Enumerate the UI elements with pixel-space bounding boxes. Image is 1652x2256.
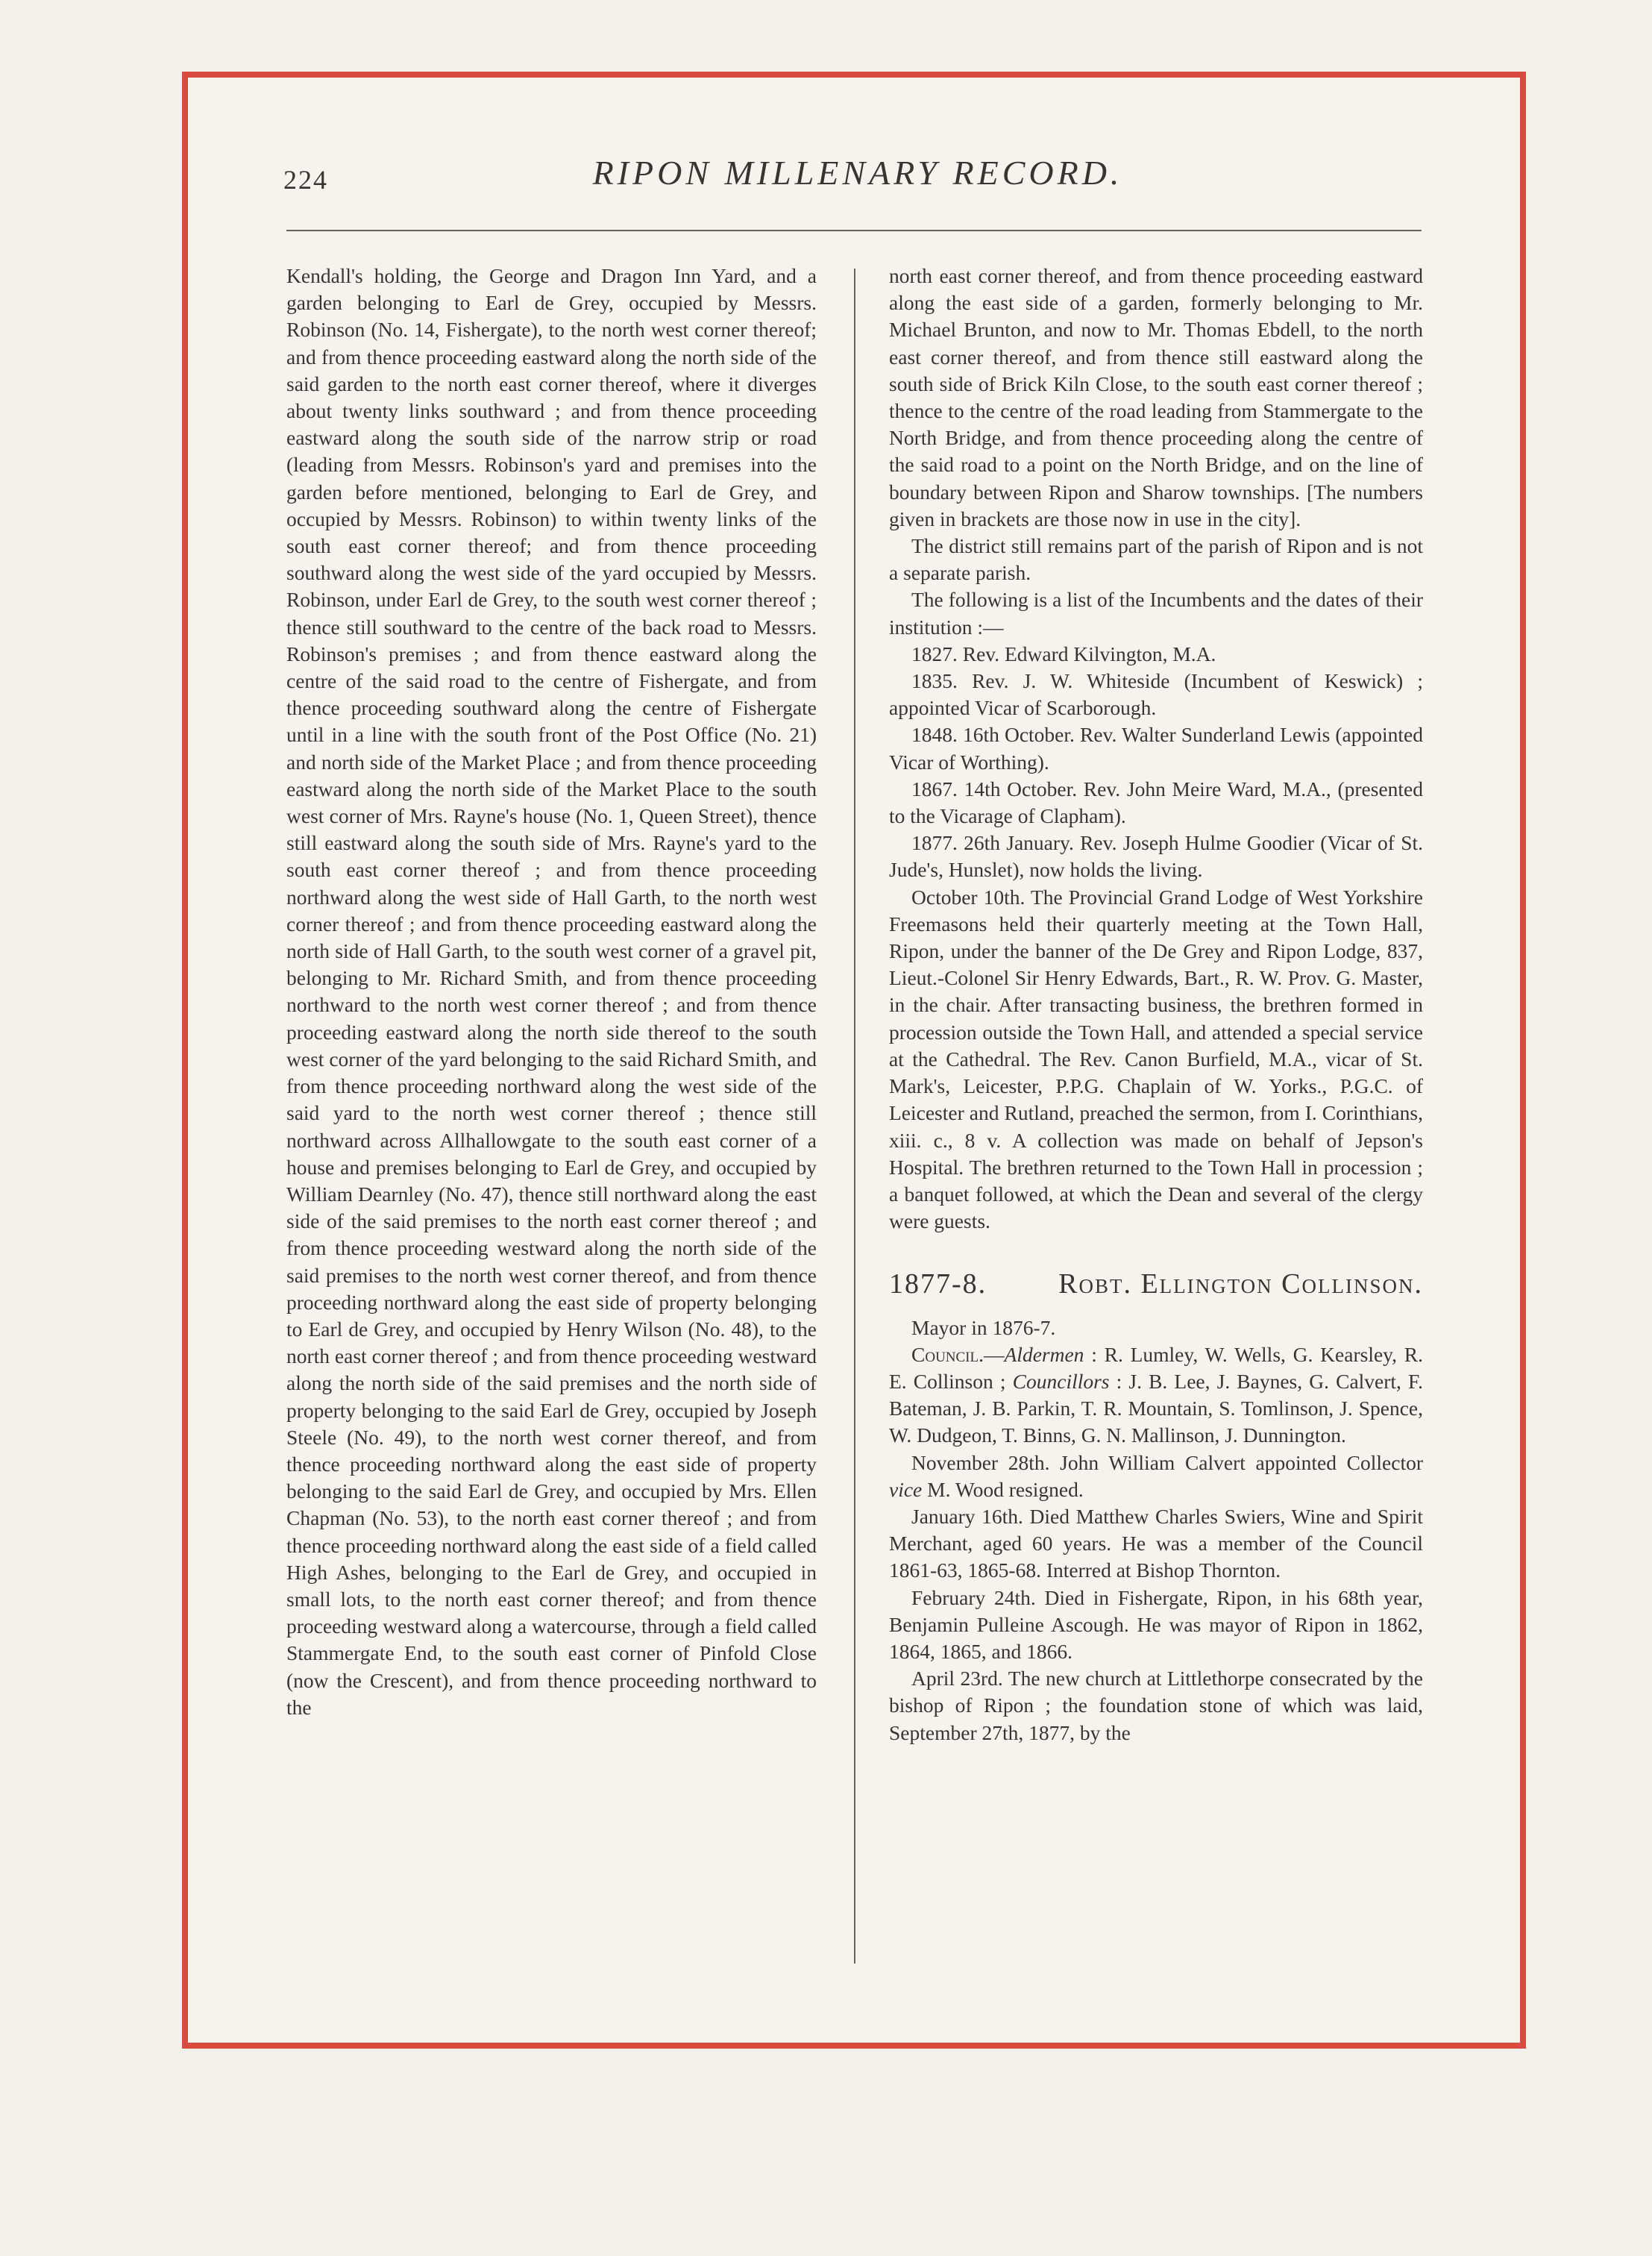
aldermen-names: : R. Lumley, W. Wells, G. Kearsley, R. E. Collinson ; bbox=[889, 1342, 1423, 1393]
left-column bbox=[286, 263, 817, 1721]
paragraph-freemasons: October 10th. The Provincial Grand Lodge of West Yorkshire Freemasons held their quarterly meeting at the Town Hall, Ripon, under the banner of the De Grey and Ripon Lodge, 837, Lieut.-Colonel Sir Henry Edwards, Bart., R. W. Prov. G. Master, in the chair. After transacting business, the brethren formed in procession outside the Town Hall, and attended a special service at the Cathedral. The Rev. Canon Burfield, M.A., vicar of St. Mark's, Leicester, P.P.G. Chaplain of W. Yorks., P.G.C. of Leicester and Rutland, preached the sermon, from I. Corinthians, xiii. c., 8 v. A collection was made on behalf of Jepson's Hospital. The brethren returned to the Town Hall in procession ; a banquet followed, at which the Dean and several of the clergy were guests. bbox=[889, 885, 1423, 1233]
incumbent-entry: 1827. Rev. Edward Kilvington, M.A. bbox=[911, 642, 1216, 665]
paragraph-april: April 23rd. The new church at Littlethorpe consecrated by the bishop of Ripon ; the foundation stone of which was laid, September 27th, 1877, by the bbox=[889, 1667, 1423, 1744]
header-rule bbox=[286, 230, 1422, 231]
incumbent-entry: 1835. Rev. J. W. Whiteside (Incumbent of Keswick) ; appointed Vicar of Scarborough. bbox=[889, 669, 1423, 720]
councillors-label: Councillors bbox=[1012, 1369, 1110, 1393]
incumbent-entry: 1867. 14th October. Rev. John Meire Ward, M.A., (presented to the Vicarage of Clapham). bbox=[889, 777, 1423, 828]
paragraph-boundary-end: north east corner thereof, and from thence proceeding eastward along the east side of a garden, formerly belonging to Mr. Michael Brunton, and now to Mr. Thomas Ebdell, to the north east corner thereof, and from thence still eastward along the south side of Brick Kiln Close, to the south east corner thereof ; thence to the centre of the road leading from Stammergate to the North Bridge, and from thence proceeding along the centre of the said road to a point on the North Bridge, and on the line of boundary between Ripon and Sharow townships. [The numbers given in brackets are those now in use in the city]. bbox=[889, 264, 1423, 530]
mayor-name: Robt. Ellington Collinson. bbox=[1058, 1268, 1423, 1300]
mayor-note: Mayor in 1876-7. bbox=[911, 1315, 1056, 1339]
paragraph-district: The district still remains part of the parish of Ripon and is not a separate parish. bbox=[889, 534, 1423, 585]
paragraph-february: February 24th. Died in Fishergate, Ripon, in his 68th year, Benjamin Pulleine Ascough. He was mayor of Ripon in 1862, 1864, 1865, and 1866. bbox=[889, 1585, 1423, 1663]
council-list bbox=[889, 1341, 1423, 1450]
council-label: Council. bbox=[911, 1342, 984, 1366]
vice-term: vice bbox=[889, 1477, 923, 1501]
councillors-names: : J. B. Lee, J. Baynes, G. Calvert, F. Bateman, J. B. Parkin, T. R. Mountain, S. Tomlinson, J. Spence, W. Dudgeon, T. Binns, G. N. Mallinson, J. Dunnington. bbox=[889, 1369, 1424, 1447]
november-text-end: M. Wood resigned. bbox=[922, 1477, 1084, 1501]
incumbent-entry: 1848. 16th October. Rev. Walter Sunderland Lewis (appointed Vicar of Worthing). bbox=[889, 723, 1423, 774]
mayoral-year: 1877-8. bbox=[889, 1268, 987, 1300]
aldermen-label: Aldermen bbox=[1004, 1342, 1084, 1366]
council-dash: — bbox=[984, 1342, 1005, 1366]
left-column-text: Kendall's holding, the George and Dragon Inn Yard, and a garden belonging to Earl de Grey, occupied by Messrs. Robinson (No. 14, Fishergate), to the north west corner thereof; and from thence proceeding eastward along the north side of the said garden to the north east corner thereof, where it diverges about twenty links southward ; and from thence proceeding eastward along the south side of the narrow strip or road (leading from Messrs. Robinson's yard and premises into the garden before mentioned, belonging to Earl de Grey, and occupied by Messrs. Robinson) to within twenty links of the south east corner thereof; and from thence proceeding southward along the west side of the yard occupied by Messrs. Robinson, under Earl de Grey, to the south west corner thereof ; thence still southward to the centre of the back road to Messrs. Robinson's premises ; and from thence eastward along the centre of the said road to the centre of Fishergate, and from thence proceeding southward along the centre of Fishergate until in a line with the south front of the Post Office (No. 21) and north side of the Market Place ; and from thence proceeding eastward along the north side of the Market Place to the south west corner of Mrs. Rayne's house (No. 1, Queen Street), thence still eastward along the south side of Mrs. Rayne's yard to the south east corner thereof ; and from thence proceeding northward along the west side of Hall Garth, to the north west corner thereof ; and from thence proceeding eastward along the north side of Hall Garth, to the south west corner of a gravel pit, belonging to Mr. Richard Smith, and from thence proceeding northward to the north west corner thereof ; and from thence proceeding eastward along the north side thereof to the south west corner of the yard belonging to the said Richard Smith, and from thence proceeding northward along the west side of the said yard to the north west corner thereof ; thence still northward across Allhallowgate to the south east corner of a house and premises belonging to Earl de Grey, and occupied by William Dearnley (No. 47), thence still northward along the east side of the said premises to the north east corner thereof ; and from thence proceeding westward along the north side of the said premises to the north west corner thereof, and from thence proceeding northward along the east side of property belonging to Earl de Grey, and occupied by Henry Wilson (No. 48), to the north east corner thereof ; and from thence proceeding westward along the north side of the said premises and the north side of property belonging to the said Earl de Grey, occupied by Joseph Steele (No. 49), to the north west corner thereof, and from thence proceeding northward along the east side of property belonging to the said Earl de Grey, and occupied by Mrs. Ellen Chapman (No. 53), to the north east corner thereof ; and from thence proceeding northward along the east side of a field called High Ashes, belonging to the Earl de Grey, and occupied in small lots, to the north east corner thereof; and from thence proceeding westward along a watercourse, through a field called Stammergate End, to the south east corner of Pinfold Close (now the Crescent), and from thence proceeding northward to the bbox=[286, 264, 817, 1719]
paragraph-november bbox=[889, 1450, 1423, 1503]
paragraph-january: January 16th. Died Matthew Charles Swiers, Wine and Spirit Merchant, aged 60 years. He was a member of the Council 1861-63, 1865-68. Interred at Bishop Thornton. bbox=[889, 1504, 1423, 1582]
november-text: November 28th. John William Calvert appointed Collector bbox=[911, 1450, 1423, 1474]
column-divider bbox=[854, 269, 855, 1964]
mayoral-year-heading bbox=[889, 1268, 1423, 1300]
paragraph-incumbents-intro: The following is a list of the Incumbents and the dates of their institution :— bbox=[889, 588, 1423, 639]
incumbent-entry: 1877. 26th January. Rev. Joseph Hulme Goodier (Vicar of St. Jude's, Hunslet), now holds the living. bbox=[889, 831, 1423, 882]
right-column bbox=[889, 263, 1423, 1746]
page-number: 224 bbox=[283, 165, 328, 195]
running-title: RIPON MILLENARY RECORD. bbox=[592, 154, 1123, 192]
